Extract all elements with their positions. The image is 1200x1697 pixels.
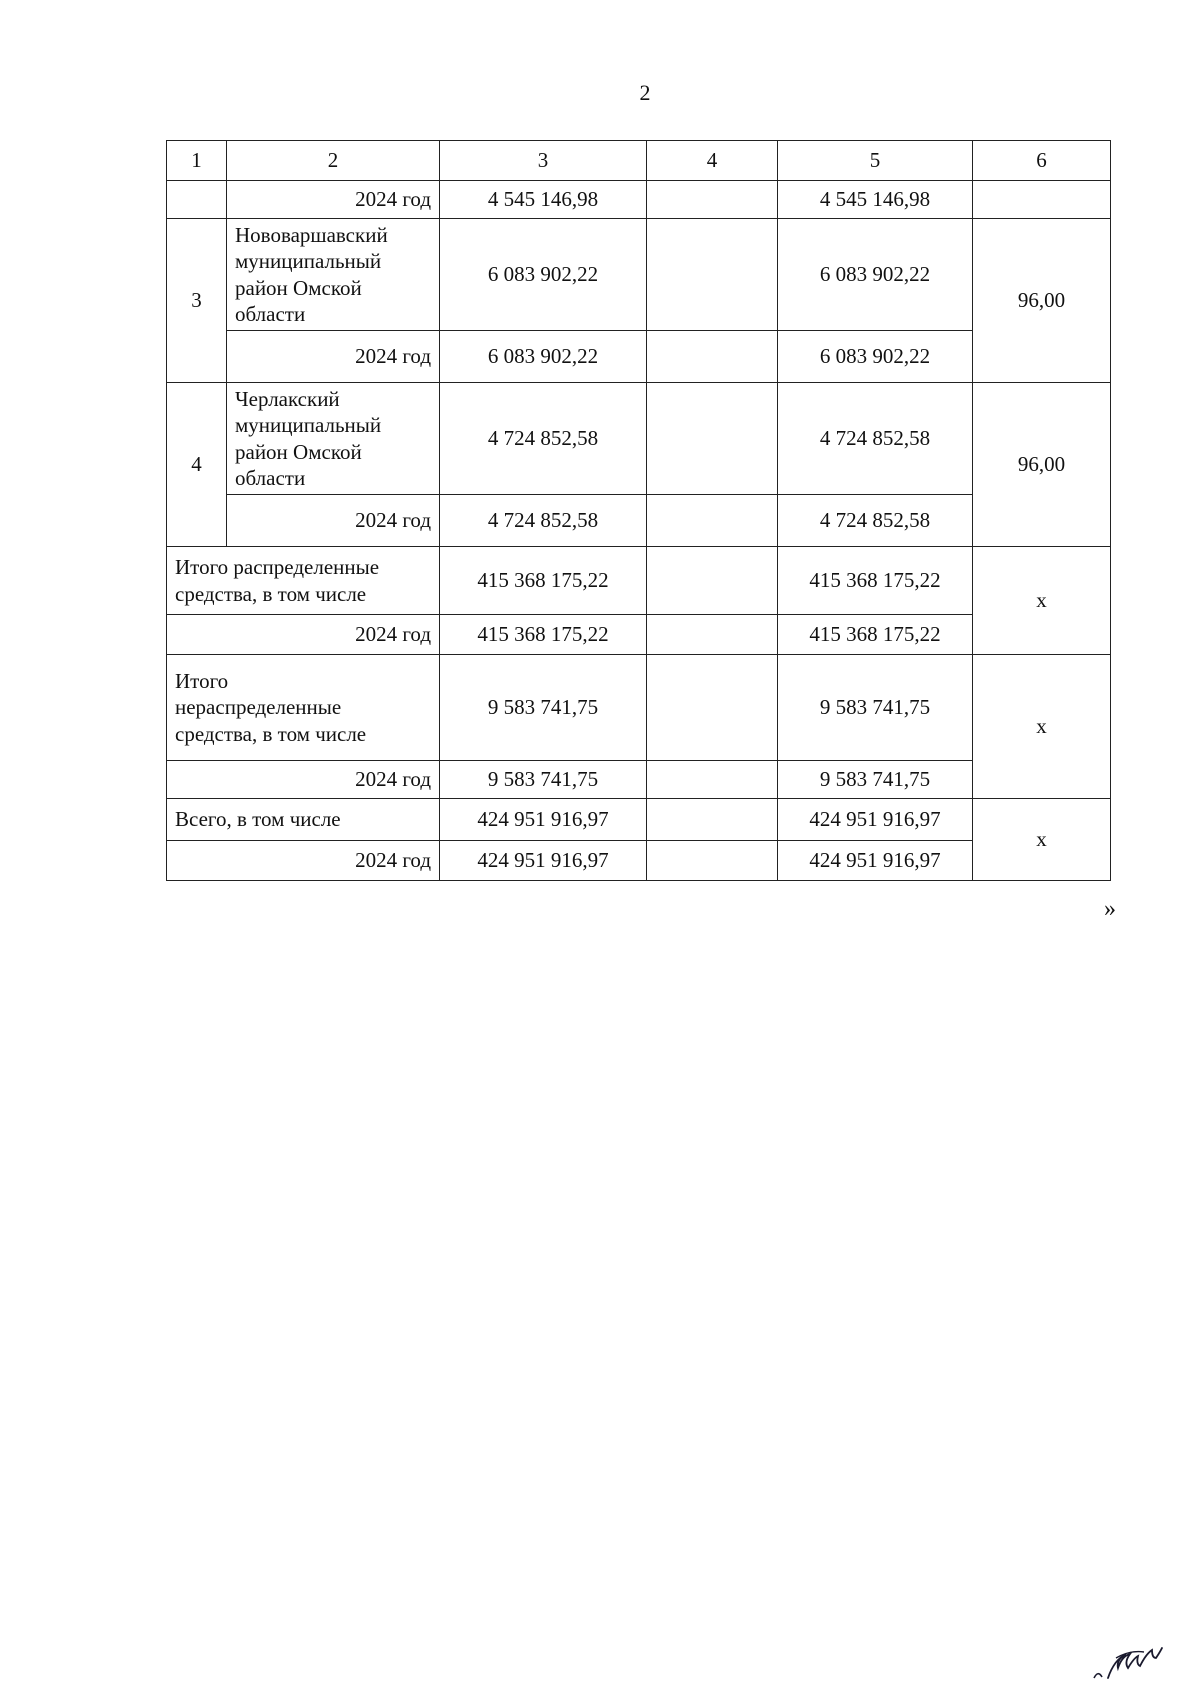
col-header-6: 6 (973, 141, 1111, 181)
col-header-4: 4 (647, 141, 778, 181)
subtotal-label: Итого нераспределенные средства, в том числе (167, 655, 440, 761)
handwritten-signature (1090, 1638, 1182, 1682)
amount-col5: 424 951 916,97 (778, 841, 973, 881)
col-header-2: 2 (227, 141, 440, 181)
amount-col5: 415 368 175,22 (778, 547, 973, 615)
amount-col4 (647, 383, 778, 495)
amount-col5: 9 583 741,75 (778, 761, 973, 799)
col-header-5: 5 (778, 141, 973, 181)
year-label: 2024 год (227, 495, 440, 547)
amount-col4 (647, 841, 778, 881)
amount-col3: 424 951 916,97 (440, 799, 647, 841)
page-number: 2 (639, 80, 651, 105)
cell-empty (973, 181, 1111, 219)
amount-col5: 4 545 146,98 (778, 181, 973, 219)
percent-value: 96,00 (973, 383, 1111, 547)
table-row (167, 655, 1111, 761)
amount-col4 (647, 495, 778, 547)
amount-col5: 6 083 902,22 (778, 219, 973, 331)
amount-col3: 4 724 852,58 (440, 383, 647, 495)
x-mark: x (973, 799, 1111, 881)
amount-col5: 4 724 852,58 (778, 383, 973, 495)
row-number: 3 (167, 219, 227, 383)
amount-col3: 424 951 916,97 (440, 841, 647, 881)
amount-col5: 6 083 902,22 (778, 331, 973, 383)
amount-col3: 6 083 902,22 (440, 331, 647, 383)
table-row (167, 495, 1111, 547)
district-name: Черлакский муниципальный район Омской области (227, 383, 440, 495)
amount-col3: 415 368 175,22 (440, 615, 647, 655)
amount-col5: 9 583 741,75 (778, 655, 973, 761)
amount-col5: 415 368 175,22 (778, 615, 973, 655)
total-label: Всего, в том числе (167, 799, 440, 841)
amount-col5: 4 724 852,58 (778, 495, 973, 547)
year-label: 2024 год (167, 761, 440, 799)
table-row (167, 761, 1111, 799)
amount-col4 (647, 219, 778, 331)
amount-col4 (647, 761, 778, 799)
table-row (167, 799, 1111, 841)
table-row (167, 181, 1111, 219)
header-row (167, 141, 1111, 181)
cell-empty (167, 181, 227, 219)
year-label: 2024 год (227, 331, 440, 383)
table-row (167, 547, 1111, 615)
amount-col4 (647, 655, 778, 761)
district-name: Нововаршавский муниципальный район Омской области (227, 219, 440, 331)
amount-col4 (647, 547, 778, 615)
year-label: 2024 год (167, 841, 440, 881)
table-row (167, 383, 1111, 495)
amount-col3: 4 545 146,98 (440, 181, 647, 219)
table-row (167, 841, 1111, 881)
amount-col3: 9 583 741,75 (440, 761, 647, 799)
amount-col3: 4 724 852,58 (440, 495, 647, 547)
amount-col3: 6 083 902,22 (440, 219, 647, 331)
amount-col4 (647, 181, 778, 219)
amount-col3: 415 368 175,22 (440, 547, 647, 615)
row-number: 4 (167, 383, 227, 547)
amount-col3: 9 583 741,75 (440, 655, 647, 761)
year-label: 2024 год (227, 181, 440, 219)
amount-col4 (647, 331, 778, 383)
table-row (167, 615, 1111, 655)
amount-col4 (647, 799, 778, 841)
x-mark: x (973, 655, 1111, 799)
amount-col4 (647, 615, 778, 655)
table-row (167, 331, 1111, 383)
year-label: 2024 год (167, 615, 440, 655)
allocation-table (166, 140, 1111, 881)
percent-value: 96,00 (973, 219, 1111, 383)
x-mark: x (973, 547, 1111, 655)
col-header-1: 1 (167, 141, 227, 181)
col-header-3: 3 (440, 141, 647, 181)
closing-quote: » (1104, 896, 1116, 922)
subtotal-label: Итого распределенные средства, в том числе (167, 547, 440, 615)
amount-col5: 424 951 916,97 (778, 799, 973, 841)
table-row (167, 219, 1111, 331)
